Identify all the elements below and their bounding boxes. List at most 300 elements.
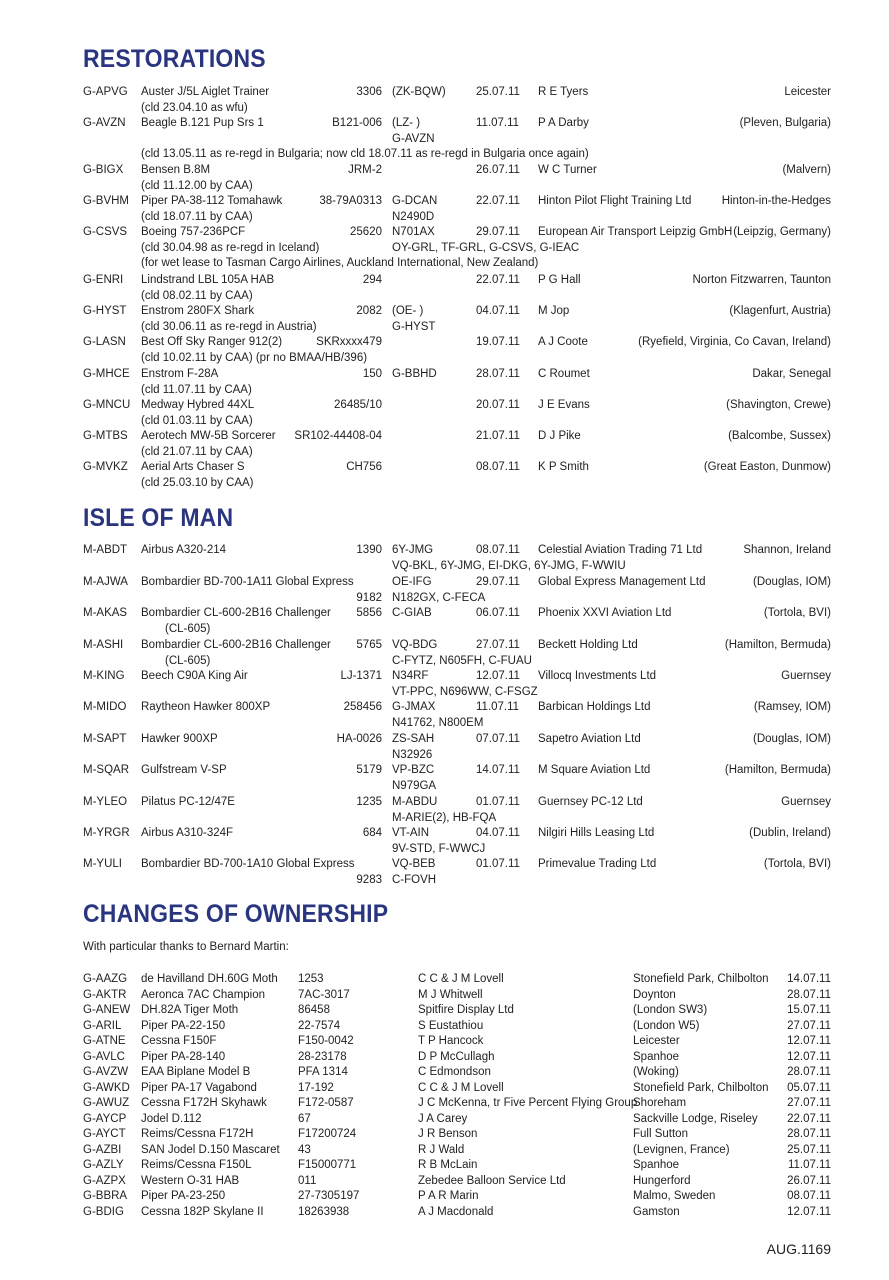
owner-location: (Hamilton, Bermuda)	[724, 639, 831, 651]
aircraft-type: Auster J/5L Aiglet Trainer	[141, 86, 270, 98]
registration-mark: M-AKAS	[83, 607, 128, 619]
construction-number: SKRxxxx479	[316, 336, 382, 348]
change-date: 12.07.11	[787, 1050, 831, 1063]
construction-number: F15000771	[298, 1159, 357, 1171]
registration-mark: M-ABDT	[83, 544, 128, 556]
aircraft-type: Enstrom F-28A	[141, 368, 219, 380]
new-owner: Spitfire Display Ltd	[418, 1004, 514, 1016]
registered-owner: Sapetro Aviation Ltd	[538, 733, 641, 745]
construction-number: 1253	[298, 973, 324, 985]
registration-mark: G-AVLC	[83, 1050, 125, 1063]
construction-number: CH756	[346, 461, 382, 473]
ownership-record	[0, 1096, 889, 1112]
registration-date: 29.07.11	[476, 226, 520, 238]
record-note: (cld 18.07.11 by CAA)	[141, 210, 253, 223]
restorations-heading: RESTORATIONS	[83, 45, 266, 73]
registration-mark: G-AZBI	[83, 1143, 122, 1156]
new-owner: T P Hancock	[418, 1035, 484, 1047]
registration-mark: M-AJWA	[83, 576, 128, 588]
ownership-record	[0, 1189, 889, 1205]
construction-number: 25620	[350, 226, 382, 238]
previous-identities-history: C-FOVH	[392, 873, 437, 886]
aircraft-type: Piper PA-28-140	[141, 1050, 226, 1063]
aircraft-type: Bensen B.8M	[141, 164, 211, 176]
aircraft-type: Aerotech MW-5B Sorcerer	[141, 430, 276, 442]
previous-identity: C-GIAB	[392, 607, 432, 619]
aircraft-type: Enstrom 280FX Shark	[141, 305, 255, 317]
construction-number: JRM-2	[348, 164, 382, 176]
construction-number: 5179	[356, 764, 382, 776]
previous-identities-history: N979GA	[392, 779, 437, 792]
aircraft-type: Piper PA-17 Vagabond	[141, 1081, 257, 1094]
previous-identity: G-BBHD	[392, 368, 437, 380]
registration-mark: G-AYCT	[83, 1128, 126, 1140]
change-date: 26.07.11	[787, 1174, 831, 1187]
owner-location: Shoreham	[633, 1097, 687, 1109]
registration-date: 11.07.11	[476, 117, 520, 129]
registered-owner: Primevalue Trading Ltd	[538, 858, 657, 870]
owner-location: Spanhoe	[633, 1050, 680, 1063]
construction-number: 9182	[356, 591, 382, 604]
aircraft-type-variant: (CL-605)	[165, 622, 211, 635]
aircraft-type: Lindstrand LBL 105A HAB	[141, 274, 275, 286]
previous-identities-history: 9V-STD, F-WWCJ	[392, 842, 486, 855]
construction-number: 5765	[356, 639, 382, 651]
owner-location: Norton Fitzwarren, Taunton	[692, 274, 831, 286]
construction-number: SR102-44408-04	[294, 430, 382, 442]
registered-owner: P G Hall	[538, 274, 581, 286]
new-owner: J R Benson	[418, 1128, 478, 1140]
owner-location: Sackville Lodge, Riseley	[633, 1112, 758, 1125]
change-date: 15.07.11	[787, 1004, 831, 1016]
ownership-record	[0, 1019, 889, 1035]
owner-location: (Balcombe, Sussex)	[728, 430, 831, 442]
construction-number: 3306	[356, 86, 382, 98]
previous-identity: VQ-BEB	[392, 858, 436, 870]
owner-location: (Shavington, Crewe)	[726, 399, 831, 411]
aircraft-type: SAN Jodel D.150 Mascaret	[141, 1143, 280, 1156]
record-note: (cld 30.04.98 as re-regd in Iceland)	[141, 241, 320, 254]
record-note-extra: (cld 13.05.11 as re-regd in Bulgaria; now cld 18.07.11 as re-regd in Bulgaria once again)	[141, 148, 589, 161]
registration-date: 04.07.11	[476, 305, 520, 317]
registration-date: 22.07.11	[476, 195, 520, 207]
construction-number: 28-23178	[298, 1050, 347, 1063]
construction-number: 7AC-3017	[298, 988, 350, 1001]
owner-location: (Dublin, Ireland)	[749, 827, 831, 839]
registered-owner: W C Turner	[538, 164, 597, 176]
ownership-record	[0, 1143, 889, 1159]
owner-location: (Tortola, BVI)	[763, 858, 831, 870]
registration-mark: G-AAZG	[83, 973, 128, 985]
registration-mark: G-MHCE	[83, 368, 130, 380]
registered-owner: Celestial Aviation Trading 71 Ltd	[538, 544, 703, 556]
registration-mark: G-AVZW	[83, 1066, 129, 1078]
registered-owner: D J Pike	[538, 430, 581, 442]
previous-identities-history: N182GX, C-FECA	[392, 591, 486, 604]
owner-location: Leicester	[784, 86, 831, 98]
aircraft-type: Beech C90A King Air	[141, 670, 248, 682]
ownership-record	[0, 1205, 889, 1221]
owner-location: Hinton-in-the-Hedges	[721, 195, 831, 207]
aircraft-type: Raytheon Hawker 800XP	[141, 701, 271, 713]
previous-identity: (OE- )	[392, 305, 424, 317]
construction-number: B121-006	[332, 117, 382, 129]
registration-mark: G-AWUZ	[83, 1097, 130, 1109]
ownership-record	[0, 1158, 889, 1174]
previous-identity: OE-IFG	[392, 576, 432, 588]
previous-identity: (ZK-BQW)	[392, 86, 446, 98]
previous-identities-history: C-FYTZ, N605FH, C-FUAU	[392, 654, 532, 667]
registration-date: 26.07.11	[476, 164, 520, 176]
owner-location: Guernsey	[781, 796, 831, 808]
registered-owner: A J Coote	[538, 336, 588, 348]
registration-date: 22.07.11	[476, 274, 520, 286]
registered-owner: European Air Transport Leipzig GmbH	[538, 226, 733, 238]
construction-number: 2082	[356, 305, 382, 317]
record-note: (cld 01.03.11 by CAA)	[141, 414, 253, 427]
construction-number: 011	[298, 1174, 317, 1187]
registration-mark: G-BDIG	[83, 1205, 124, 1218]
registered-owner: M Square Aviation Ltd	[538, 764, 651, 776]
registration-mark: M-YRGR	[83, 827, 130, 839]
construction-number: 150	[362, 368, 382, 380]
aircraft-type: DH.82A Tiger Moth	[141, 1004, 239, 1016]
aircraft-type: Western O-31 HAB	[141, 1174, 240, 1187]
registration-date: 27.07.11	[476, 639, 520, 651]
aircraft-type-variant: (CL-605)	[165, 654, 211, 667]
registered-owner: Guernsey PC-12 Ltd	[538, 796, 643, 808]
aircraft-type: Bombardier BD-700-1A10 Global Express	[141, 858, 355, 870]
registration-mark: M-YULI	[83, 858, 122, 870]
construction-number: 18263938	[298, 1205, 350, 1218]
change-date: 14.07.11	[787, 973, 831, 985]
owner-location: Stonefield Park, Chilbolton	[633, 1081, 769, 1094]
ownership-record	[0, 1174, 889, 1190]
owner-location: (Levignen, France)	[633, 1143, 730, 1156]
new-owner: M J Whitwell	[418, 988, 483, 1001]
registration-mark: G-MTBS	[83, 430, 128, 442]
construction-number: 17-192	[298, 1081, 334, 1094]
registered-owner: C Roumet	[538, 368, 590, 380]
construction-number: 294	[362, 274, 382, 286]
owner-location: (Pleven, Bulgaria)	[739, 117, 831, 129]
record-note: (cld 11.12.00 by CAA)	[141, 179, 253, 192]
ownership-record	[0, 1081, 889, 1097]
previous-identities-history: G-HYST	[392, 320, 436, 333]
aircraft-type: Best Off Sky Ranger 912(2)	[141, 336, 283, 348]
previous-identities-history: N32926	[392, 748, 433, 761]
construction-number: 5856	[356, 607, 382, 619]
owner-location: (Tortola, BVI)	[763, 607, 831, 619]
owner-location: Leicester	[633, 1035, 680, 1047]
aircraft-type: Cessna F150F	[141, 1035, 217, 1047]
ownership-record	[0, 1034, 889, 1050]
new-owner: S Eustathiou	[418, 1019, 484, 1032]
registered-owner: J E Evans	[538, 399, 590, 411]
registration-date: 29.07.11	[476, 576, 520, 588]
registration-date: 08.07.11	[476, 461, 520, 473]
aircraft-type: EAA Biplane Model B	[141, 1066, 251, 1078]
owner-location: (London SW3)	[633, 1004, 708, 1016]
registered-owner: R E Tyers	[538, 86, 589, 98]
owner-location: Stonefield Park, Chilbolton	[633, 973, 769, 985]
registration-date: 06.07.11	[476, 607, 520, 619]
new-owner: R J Wald	[418, 1143, 465, 1156]
construction-number: 43	[298, 1143, 311, 1156]
record-note: (cld 30.06.11 as re-regd in Austria)	[141, 320, 317, 333]
change-date: 08.07.11	[787, 1190, 831, 1202]
registration-mark: G-CSVS	[83, 226, 128, 238]
previous-identities-history: OY-GRL, TF-GRL, G-CSVS, G-IEAC	[392, 241, 580, 254]
previous-identity: (LZ- )	[392, 117, 421, 129]
page-number: AUG.1169	[766, 1241, 831, 1257]
aircraft-type: Boeing 757-236PCF	[141, 226, 246, 238]
previous-identity: N701AX	[392, 226, 435, 238]
construction-number: 22-7574	[298, 1019, 341, 1032]
previous-identity: 6Y-JMG	[392, 544, 434, 556]
change-date: 28.07.11	[787, 1128, 831, 1140]
registration-date: 19.07.11	[476, 336, 520, 348]
registration-date: 28.07.11	[476, 368, 520, 380]
previous-identities-history: N41762, N800EM	[392, 716, 484, 729]
construction-number: 258456	[343, 701, 382, 713]
change-date: 27.07.11	[787, 1019, 831, 1032]
registration-mark: G-AVZN	[83, 117, 126, 129]
construction-number: 26485/10	[334, 399, 382, 411]
owner-location: Shannon, Ireland	[743, 544, 831, 556]
previous-identities-history: VT-PPC, N696WW, C-FSGZ	[392, 685, 538, 698]
registered-owner: P A Darby	[538, 117, 589, 129]
construction-number: F17200724	[298, 1128, 357, 1140]
registered-owner: Hinton Pilot Flight Training Ltd	[538, 195, 692, 207]
change-date: 22.07.11	[787, 1112, 831, 1125]
owner-location: (Ryefield, Virginia, Co Cavan, Ireland)	[638, 336, 831, 348]
aircraft-type: Gulfstream V-SP	[141, 764, 227, 776]
record-note: (cld 23.04.10 as wfu)	[141, 101, 248, 114]
aircraft-type: de Havilland DH.60G Moth	[141, 973, 278, 985]
previous-identities-history: VQ-BKL, 6Y-JMG, EI-DKG, 6Y-JMG, F-WWIU	[392, 559, 626, 572]
aircraft-type: Cessna 182P Skylane II	[141, 1205, 264, 1218]
construction-number: 67	[298, 1112, 311, 1125]
new-owner: Zebedee Balloon Service Ltd	[418, 1174, 566, 1187]
registration-mark: G-AZLY	[83, 1159, 124, 1171]
owner-location: (Leipzig, Germany)	[733, 226, 831, 238]
previous-identity: VQ-BDG	[392, 639, 438, 651]
registration-mark: G-AKTR	[83, 988, 127, 1001]
aircraft-type: Hawker 900XP	[141, 733, 218, 745]
owner-location: Malmo, Sweden	[633, 1190, 716, 1202]
changes-of-ownership-heading: CHANGES OF OWNERSHIP	[83, 900, 389, 928]
registered-owner: Villocq Investments Ltd	[538, 670, 657, 682]
registration-mark: G-ARIL	[83, 1019, 122, 1032]
registration-mark: G-HYST	[83, 305, 127, 317]
aircraft-type: Airbus A320-214	[141, 544, 227, 556]
registration-mark: G-BIGX	[83, 164, 124, 176]
aircraft-type: Piper PA-38-112 Tomahawk	[141, 195, 283, 207]
new-owner: J A Carey	[418, 1112, 468, 1125]
aircraft-type: Medway Hybred 44XL	[141, 399, 255, 411]
registration-mark: M-MIDO	[83, 701, 127, 713]
registration-mark: M-SQAR	[83, 764, 129, 776]
previous-identities-history: M-ARIE(2), HB-FQA	[392, 811, 497, 824]
registration-date: 14.07.11	[476, 764, 520, 776]
ownership-record	[0, 972, 889, 988]
registered-owner: Nilgiri Hills Leasing Ltd	[538, 827, 655, 839]
registration-mark: G-BBRA	[83, 1190, 128, 1202]
construction-number: 1235	[356, 796, 382, 808]
registration-mark: G-ANEW	[83, 1004, 131, 1016]
registration-mark: G-MVKZ	[83, 461, 128, 473]
owner-location: Doynton	[633, 988, 676, 1001]
ownership-intro: With particular thanks to Bernard Martin:	[83, 941, 289, 953]
owner-location: Spanhoe	[633, 1159, 680, 1171]
change-date: 25.07.11	[787, 1143, 831, 1156]
construction-number: PFA 1314	[298, 1066, 348, 1078]
ownership-record	[0, 988, 889, 1004]
owner-location: (London W5)	[633, 1019, 700, 1032]
registration-date: 04.07.11	[476, 827, 520, 839]
previous-identity: VT-AIN	[392, 827, 430, 839]
construction-number: 38-79A0313	[319, 195, 382, 207]
change-date: 11.07.11	[787, 1159, 831, 1171]
owner-location: (Douglas, IOM)	[753, 576, 831, 588]
owner-location: (Klagenfurt, Austria)	[729, 305, 831, 317]
change-date: 28.07.11	[787, 988, 831, 1001]
registration-mark: G-APVG	[83, 86, 128, 98]
registration-mark: G-LASN	[83, 336, 126, 348]
construction-number: 9283	[356, 873, 382, 886]
previous-identities-history: G-AVZN	[392, 132, 435, 145]
construction-number: F172-0587	[298, 1097, 354, 1109]
change-date: 28.07.11	[787, 1066, 831, 1078]
registered-owner: Beckett Holding Ltd	[538, 639, 638, 651]
construction-number: 27-7305197	[298, 1190, 360, 1202]
aircraft-type: Pilatus PC-12/47E	[141, 796, 235, 808]
registered-owner: M Jop	[538, 305, 570, 317]
aircraft-type: Airbus A310-324F	[141, 827, 234, 839]
previous-identity: G-JMAX	[392, 701, 436, 713]
construction-number: 1390	[356, 544, 382, 556]
previous-identity: VP-BZC	[392, 764, 435, 776]
new-owner: J C McKenna, tr Five Percent Flying Group	[418, 1097, 638, 1109]
ownership-record	[0, 1003, 889, 1019]
registration-date: 20.07.11	[476, 399, 520, 411]
construction-number: F150-0042	[298, 1035, 354, 1047]
record-note-extra: (for wet lease to Tasman Cargo Airlines, Auckland International, New Zealand)	[141, 257, 539, 270]
aircraft-type: Piper PA-22-150	[141, 1019, 226, 1032]
registration-mark: G-AZPX	[83, 1174, 126, 1187]
registration-mark: G-ENRI	[83, 274, 124, 286]
record-note: (cld 21.07.11 by CAA)	[141, 445, 253, 458]
aircraft-type: Piper PA-23-250	[141, 1190, 226, 1202]
registration-mark: G-AYCP	[83, 1112, 127, 1125]
registration-mark: G-BVHM	[83, 195, 129, 207]
registration-date: 12.07.11	[476, 670, 520, 682]
change-date: 05.07.11	[787, 1081, 831, 1094]
owner-location: (Hamilton, Bermuda)	[724, 764, 831, 776]
owner-location: Guernsey	[781, 670, 831, 682]
owner-location: (Douglas, IOM)	[753, 733, 831, 745]
registered-owner: Barbican Holdings Ltd	[538, 701, 651, 713]
change-date: 12.07.11	[787, 1035, 831, 1047]
owner-location: Gamston	[633, 1205, 680, 1218]
owner-location: Hungerford	[633, 1174, 691, 1187]
record-note: (cld 25.03.10 by CAA)	[141, 476, 254, 489]
registration-mark: M-YLEO	[83, 796, 128, 808]
registration-date: 01.07.11	[476, 796, 520, 808]
registration-date: 25.07.11	[476, 86, 520, 98]
aircraft-type: Reims/Cessna F172H	[141, 1128, 254, 1140]
registration-date: 11.07.11	[476, 701, 520, 713]
new-owner: R B McLain	[418, 1159, 478, 1171]
new-owner: A J Macdonald	[418, 1205, 494, 1218]
registration-mark: M-ASHI	[83, 639, 124, 651]
registration-mark: G-MNCU	[83, 399, 131, 411]
record-note: (cld 10.02.11 by CAA) (pr no BMAA/HB/396)	[141, 351, 368, 364]
record-note: (cld 11.07.11 by CAA)	[141, 383, 252, 396]
owner-location: (Woking)	[633, 1066, 679, 1078]
aircraft-type: Bombardier BD-700-1A11 Global Express	[141, 576, 354, 588]
ownership-record	[0, 1050, 889, 1066]
owner-location: (Great Easton, Dunmow)	[703, 461, 831, 473]
registered-owner: K P Smith	[538, 461, 589, 473]
registration-date: 08.07.11	[476, 544, 520, 556]
construction-number: 684	[362, 827, 382, 839]
registration-mark: M-KING	[83, 670, 125, 682]
previous-identity: G-DCAN	[392, 195, 438, 207]
registration-date: 21.07.11	[476, 430, 520, 442]
record-note: (cld 08.02.11 by CAA)	[141, 289, 253, 302]
aircraft-type: Beagle B.121 Pup Srs 1	[141, 117, 264, 129]
new-owner: P A R Marin	[418, 1190, 479, 1202]
aircraft-type: Jodel D.112	[141, 1112, 202, 1125]
change-date: 27.07.11	[787, 1097, 831, 1109]
ownership-record	[0, 1065, 889, 1081]
previous-identity: M-ABDU	[392, 796, 438, 808]
registered-owner: Global Express Management Ltd	[538, 576, 706, 588]
registration-mark: G-AWKD	[83, 1081, 130, 1094]
aircraft-type: Cessna F172H Skyhawk	[141, 1097, 267, 1109]
previous-identities-history: N2490D	[392, 210, 435, 223]
registration-mark: G-ATNE	[83, 1035, 126, 1047]
owner-location: Dakar, Senegal	[752, 368, 831, 380]
ownership-record	[0, 1127, 889, 1143]
new-owner: D P McCullagh	[418, 1050, 495, 1063]
aircraft-type: Bombardier CL-600-2B16 Challenger	[141, 639, 331, 651]
aircraft-type: Bombardier CL-600-2B16 Challenger	[141, 607, 331, 619]
construction-number: HA-0026	[336, 733, 382, 745]
aircraft-type: Aerial Arts Chaser S	[141, 461, 245, 473]
new-owner: C C & J M Lovell	[418, 973, 504, 985]
ownership-record	[0, 1112, 889, 1128]
new-owner: C C & J M Lovell	[418, 1081, 504, 1094]
aircraft-type: Reims/Cessna F150L	[141, 1159, 252, 1171]
owner-location: (Malvern)	[782, 164, 831, 176]
owner-location: Full Sutton	[633, 1128, 688, 1140]
change-date: 12.07.11	[787, 1205, 831, 1218]
new-owner: C Edmondson	[418, 1066, 491, 1078]
isle-of-man-heading: ISLE OF MAN	[83, 504, 234, 532]
aircraft-type: Aeronca 7AC Champion	[141, 988, 266, 1001]
previous-identity: ZS-SAH	[392, 733, 435, 745]
registration-mark: M-SAPT	[83, 733, 127, 745]
registered-owner: Phoenix XXVI Aviation Ltd	[538, 607, 672, 619]
previous-identity: N34RF	[392, 670, 429, 682]
owner-location: (Ramsey, IOM)	[753, 701, 831, 713]
construction-number: LJ-1371	[340, 670, 382, 682]
construction-number: 86458	[298, 1004, 330, 1016]
registration-date: 01.07.11	[476, 858, 520, 870]
